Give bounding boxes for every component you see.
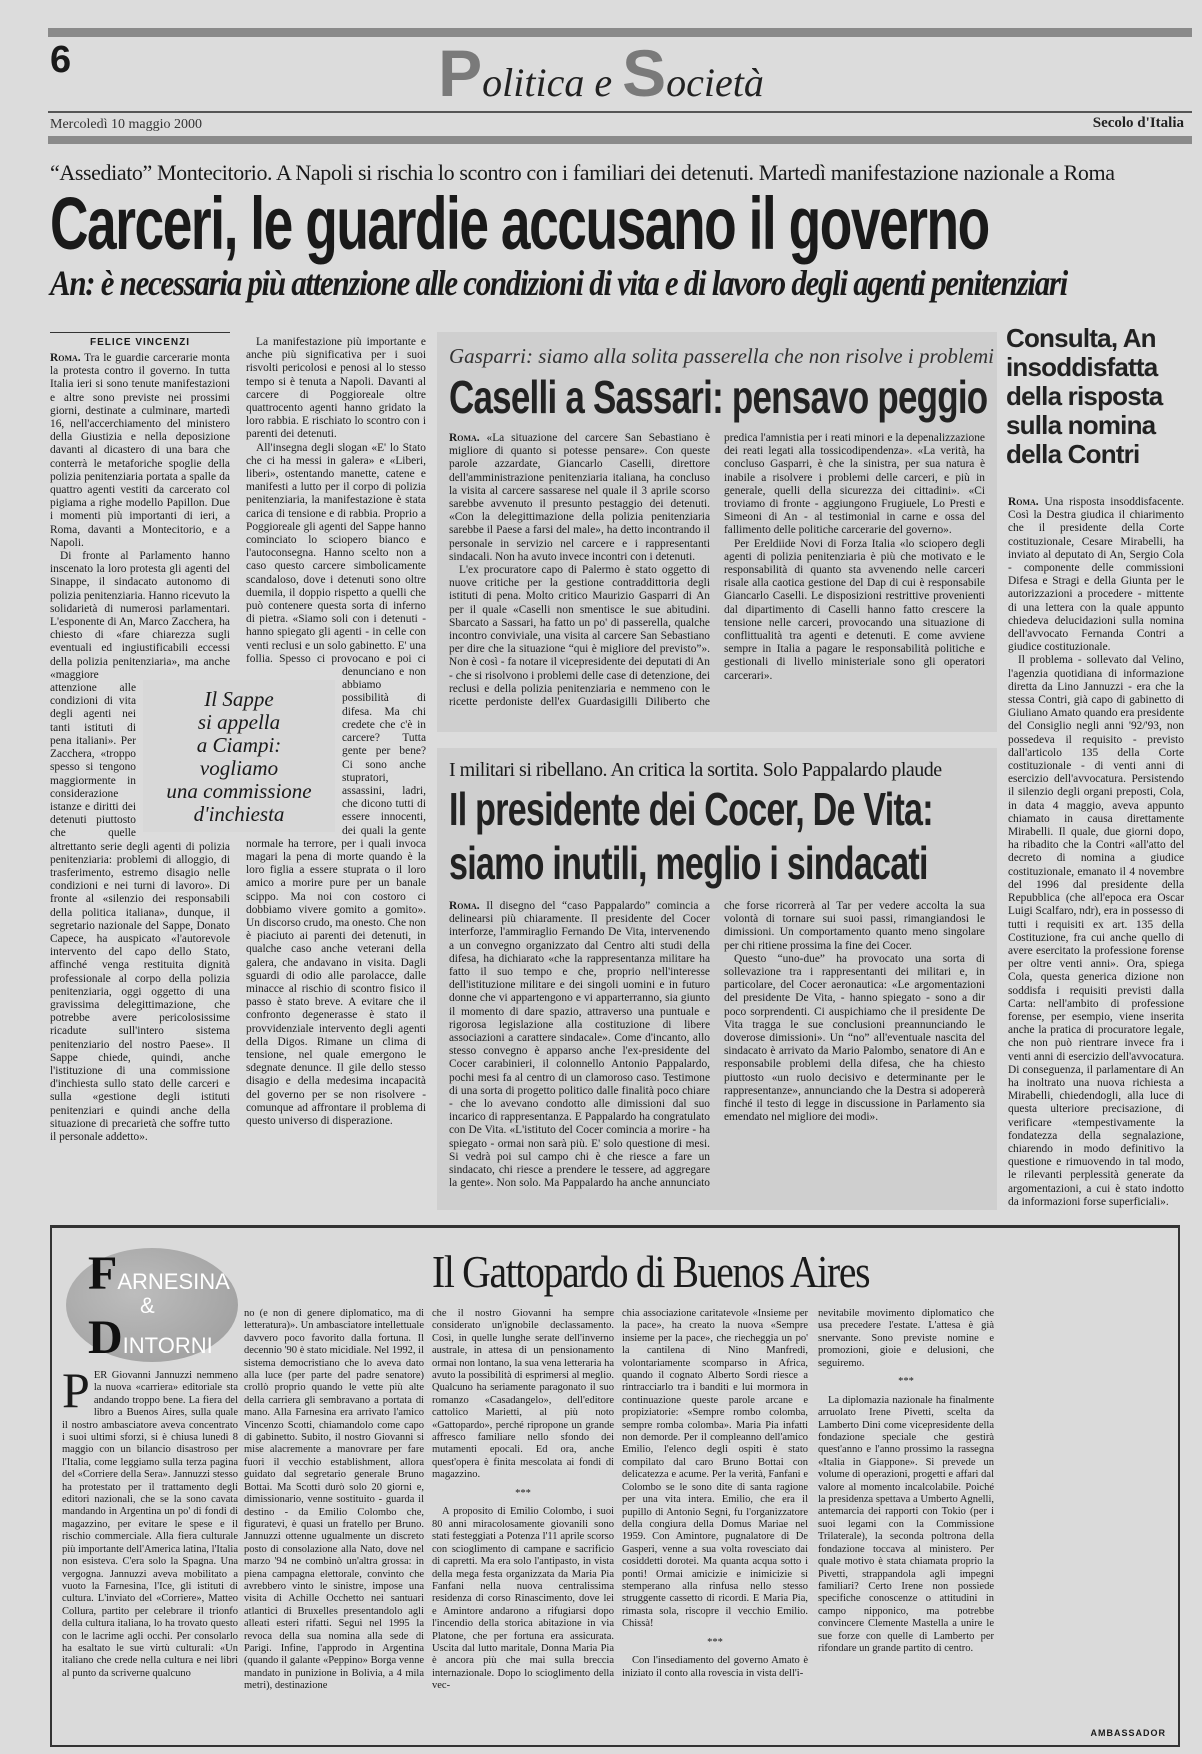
farnesina-col-2: [244, 1308, 424, 1730]
farnesina-dintorni-logo: [66, 1248, 238, 1362]
section-separator: ***: [515, 1487, 531, 1499]
section-title-word1: olitica e: [482, 60, 623, 105]
caselli-paragraph: L'ex procuratore capo di Palermo è stato oggetto di nuove critiche per la gestione contraddittoria degli istituti di pena. Molto critico Maurizio Gasparri di An per il quale «Caselli non smentisce le sue abitudini. Sbarcato a Sassari, ha fatto un po' di passerella, qualche incontro conviviale, una visita al carcere San Sebastiano per dire che la situazione “qui è migliore del previsto”». Non è così - fa notare il vicepresidente dei deputati di An - che si risolvono i problemi delle case di detenzione, dei reclusi e della polizia penitenziaria e nemmeno con le ricette perdoniste dell'ex Guardasigilli Diliberto che predica l'amnistia per i reati minori e la depenalizzazione dei reati legati alla tossicodipendenza». «La verità, ha concluso Gasparri, è che la sinistra, per sua natura è inabile a risolvere i problemi delle carceri, e più in generale, quelli della sicurezza dei cittadini». «Ci troviamo di fronte - aggiungono Frugiuele, Lo Presti e Simeoni di An - al testimonial in carne e ossa del fallimento delle politiche carcerarie del governo».: [449, 432, 985, 709]
cocer-paragraph: Questo “uno-due” ha provocato una sorta di sollevazione tra i rappresentanti dei militari e, in particolare, del Cocer aeronautica: «Le argomentazioni del presidente De Vita, - hanno spiegato - sono a dir poco sorprendenti. Ci auspichiamo che il presidente De Vita tragga le sue conclusioni preannunciando le doverose dimissioni». Un “no” all'eventuale nascita del sindacato è arrivato da Mario Palombo, senatore di An e responsabile problemi della difesa, che ha chiesto piuttosto «un ruolo decisivo e determinante per le rappresentanze», annunciando che la Destra si adopererà finché il testo di legge in discussione in Parlamento sia emendato nel migliore dei modi».: [724, 952, 985, 1124]
section-separator: ***: [898, 1376, 914, 1388]
paragraph-text: Il disegno del “caso Pappalardo” comincia a delinearsi più chiaramente. Il presidente del Cocer interforze, l'ammiraglio Fernando De Vita, intervenendo a un convegno organizzato dal Centro alti studi della difesa, ha dichiarato «che la rappresentanza militare ha fatto il suo tempo e che, proprio nell'interesse dell'istituzione militare e dei singoli uomini e in futuro donne che vi appartengono e vi apparterranno, sia giunto il momento di dare spazio, attraverso una puntuale e rigorosa legislazione alla costituzione di libere associazioni a carattere sindacale». Come d'incanto, allo stesso convegno è apparso anche l'ex-presidente del Cocer carabinieri, il colonnello Antonio Pappalardo, pochi mesi fa al centro di un clamoroso caso. Testimone di una sorta di progetto politico dalle finalità poco chiare - che lo avevano condotto alle dimissioni dal suo incarico di rappresentanza. E Pappalardo ha congratulato con De Vita. «L'istituto del Cocer comincia a morire - ha spiegato - ormai non sarà più. E' solo questione di mesi. Si vedrà poi sul campo chi è che riesce a fare un sindacato, chi riesce a prendere le tessere, ad aggregare la gente». Non solo. Ma Pappalardo ha anche annunciato che forse ricorrerà al Tar per vedere accolta la sua volontà di tornare sui suoi passi, rimangiandosi le dimissioni. Un comportamento quanto meno singolare per chi ritiene prossima la fine dei Cocer.: [449, 900, 985, 1190]
caselli-article: [437, 332, 997, 732]
paragraph-text: no (e non di genere diplomatico, ma di letteratura)». Un ambasciatore intellettuale davvero poco favorito dalla fortuna. Il decennio '90 è stato micidiale. Nel 1992, il sistema democristiano che lo aveva dato alla luce (per parte del padre senatore) crollò proprio quando le vette più alte della carriera gli sembravano a portata di mano. Alla Farnesina era arrivato l'amico Vincenzo Scotti, chiamandolo come capo di gabinetto. Subito, il nostro Giovanni si mise alacremente a manovrare per fare fuori il vecchio establishment, allora guidato dal segretario generale Bruno Bottai. Ma Scotti durò solo 20 giorni e, dimissionario, venne sostituito - guarda il destino - da Emilio Colombo che, figuratevi, è quasi un fratello per Bruno. Jannuzzi ottenne ugualmente un discreto posto di consolazione alla Nato, dove nel marzo '94 ne combinò un'altra grossa: in piena campagna elettorale, convinto che avrebbero vinto le sinistre, impose una visita di Achille Occhetto nei santuari atlantici di Bruxelles presentandolo agli alleati esteri rifatti. Seguì nel 1995 la revoca della sua nomina alla sede di Parigi. Infine, l'approdo in Argentina (quando il galante «Peppino» Borga venne mandato in punizione in Bolivia, a 4 mila metri), destinazione: [244, 1308, 424, 1692]
logo-ampersand: &: [140, 1293, 155, 1318]
page-number: 6: [50, 39, 72, 81]
farnesina-column-box: [50, 1225, 1180, 1747]
paragraph-text: nevitabile movimento diplomatico che usa precedere l'estate. L'attesa è già snervante. Sono previste nomine e promozioni, gioie e delusioni, che seguiremo.: [818, 1308, 994, 1369]
paragraph-text: Una risposta insoddisfacente. Così la Destra giudica il chiarimento che il presidente della Corte costituzionale, Cesare Mirabelli, ha inviato al deputato di An, Sergio Cola - componente delle commissioni Difesa e Stragi e della Giunta per le autorizzazioni a procedere - mittente di una lettera con la quale appunto chiedeva delucidazioni sulla nomina dell'avvocato Fernanda Contri a giudice costituzionale.: [1008, 496, 1184, 654]
caselli-paragraph: [449, 432, 710, 564]
paragraph-text: A proposito di Emilio Colombo, i suoi 80 anni miracolosamente giovanili sono stati festeggiati a Potenza l'11 aprile scorso con scioglimento di campane e sacrificio di capretti. Ma era solo l'antipasto, in vista della mega festa organizzata da Maria Pia Fanfani nella nuova centralissima residenza di corso Rinascimento, dove lei e Amintore andarono a rifugiarsi dopo l'incendio della storica abitazione in via Platone, che per fortuna era assicurata. Uscita dal lutto maritale, Donna Maria Pia è ancora più che mai sulla breccia internazionale. Dopo lo scioglimento della vec-: [432, 1506, 614, 1692]
cocer-article: [437, 748, 997, 1210]
pull-quote: [143, 680, 335, 832]
byline: FELICE VINCENZI: [50, 332, 230, 349]
dateline: Roma.: [449, 900, 480, 912]
consulta-body: [1008, 496, 1184, 1209]
paragraph-text: Tra le guardie carcerarie monta la protesta contro il governo. In tutta Italia ieri si sono tenute manifestazioni e altre sono previste nei prossimi giorni, destinate a culminare, martedì 16, nell'accerchiamento del ministero della Giustizia e nella deposizione davanti al dicastero di una bara che conterrà le metaforiche spoglie della polizia penitenziaria portata a spalle da quattro agenti vestiti da carcerato col pigiama a righe modello Papillon. Due i momenti più importanti di ieri, a Roma, davanti a Montecitorio, e a Napoli.: [50, 352, 230, 549]
pull-quote-line: a Ciampi:: [196, 733, 282, 757]
caselli-kicker: Gasparri: siamo alla solita passerella che non risolve i problemi: [449, 344, 995, 368]
lead-subheadline: An: è necessaria più attenzione alle condizioni di vita e di lavoro degli agenti penitenziari: [50, 263, 1067, 303]
lead-paragraph: [50, 352, 230, 550]
top-rule: [48, 28, 1192, 37]
cocer-body: [449, 900, 985, 1204]
consulta-headline: Consulta, An insoddisfatta della risposta sulla nomina della Contri: [1006, 323, 1163, 469]
logo-line-1: [88, 1247, 230, 1300]
author-signature: AMBASSADOR: [1090, 1728, 1166, 1738]
lead-kicker: “Assediato” Montecitorio. A Napoli si rischia lo scontro con i familiari dei detenuti. Martedì manifestazione nazionale a Roma: [50, 160, 1115, 185]
farnesina-col-4: [622, 1308, 808, 1730]
date-rule: [48, 136, 1192, 144]
paragraph-text: Con l'insediamento del governo Amato è iniziato il conto alla rovescia in vista dell'i-: [622, 1655, 808, 1679]
caselli-headline: Caselli a Sassari: pensavo peggio: [449, 371, 988, 423]
cocer-kicker: I militari si ribellano. An critica la sortita. Solo Pappalardo plaude: [449, 759, 942, 781]
pull-quote-line: vogliamo: [199, 756, 279, 780]
pull-quote-line: si appella: [197, 710, 281, 734]
pull-quote-line: d'inchiesta: [193, 802, 285, 826]
caselli-body: [449, 432, 985, 722]
farnesina-col-5: [818, 1308, 994, 1730]
section-title: [300, 36, 902, 110]
masthead-rule: [48, 111, 1192, 113]
paragraph-text: ER Giovanni Jannuzzi nemmeno la nuova «carriera» editoriale sta andando troppo bene. La fiera del libro a Buenos Aires, sulla quale il nostro ambasciatore aveva concentrato i suoi ultimi sforzi, si è chiusa lunedì 8 maggio con un bilancio disastroso per l'Italia, come leggiamo sulla terza pagina del «Corriere della Sera». Jannuzzi stesso ha protestato per il trattamento degli editori nazionali, che se la sono cavata mandando in Argentina un po' di fondi di magazzino, per evitare le spese e il rischio commerciale. Alla fiera culturale più importante dell'America latina, l'Italia non esisteva. C'era solo la Spagna. Una vergogna. Jannuzzi aveva mobilitato a vuoto la Farnesina, l'Ice, gli istituti di cultura. L'inviato del «Corriere», Matteo Collura, partito per celebrare il trionfo della cultura italiana, lo ha trovato questo con le lacrime agli occhi. Per consolarlo ha esaltato le sue virtù culturali: «Un italiano che crede nella cultura e nei libri al punto da scriverne qualcuno: [62, 1370, 238, 1679]
dateline: Roma.: [50, 352, 81, 364]
issue-date: Mercoledì 10 maggio 2000: [50, 117, 203, 132]
section-title-cap-s: S: [622, 36, 667, 110]
paragraph-text: chia associazione caritatevole «Insieme per la pace», ha creato la nuova «Sempre insieme per la pace», che riecheggia un po' la cantilena di Nino Manfredi, volontariamente scomparso in Africa, quando il cognato Alberto Sordi riesce a rintracciarlo tra i banditi e lui mormora in continuazione queste parole arcane e propiziatorie: «Sempre rombo colomba, sempre romba colomba». Maria Pia infatti non demorde. Per il compleanno dell'amico Emilio, l'elenco degli ospiti è stato compilato dal caro Bruno Bottai con delicatezza e acume. Per la verità, Fanfani e Colombo se le sono dite di santa ragione per una vita intera. Emilio, che era il pupillo di Antonio Segni, fu l'organizzatore della congiura della Domus Mariae nel 1959. Con Amintore, pugnalatore di De Gasperi, venne a sua volta rovesciato dai cosiddetti dorotei. Ma quanta acqua sotto i ponti! Ormai amicizie e inimicizie si stemperano alla rinfusa nello stesso struggente cassetto di ricordi. E Maria Pia, rimasta sola, riscopre il vecchio Emilio. Chissà!: [622, 1308, 808, 1630]
dateline: Roma.: [1008, 496, 1039, 508]
logo-line-2: [88, 1311, 213, 1364]
paragraph-text: «La situazione del carcere San Sebastiano è migliore di quanto si potesse pensare». Con queste parole azzardate, Giancarlo Caselli, direttore dell'amministrazione penitenziaria italiana, ha concluso la visita al carcere sassarese nel quale il 3 aprile scorso sarebbe avvenuto il presunto pestaggio dei detenuti. «Con la delegittimazione della polizia penitenziaria sarebbe il Paese a farsi del male», ha detto incontrando il personale in servizio nel carcere e i rappresentanti sindacali. Non ha avuto invece incontri con i detenuti.: [449, 432, 710, 563]
cocer-headline-line-2: siamo inutili, meglio i sindacati: [449, 837, 928, 889]
logo-cap-f: F: [88, 1247, 118, 1300]
dateline: Roma.: [449, 432, 480, 444]
logo-cap-d: D: [88, 1311, 123, 1364]
farnesina-headline: Il Gattopardo di Buenos Aires: [432, 1246, 870, 1297]
section-title-word2: ocietà: [666, 60, 764, 105]
farnesina-col-1: [62, 1370, 238, 1730]
caselli-paragraph: Per Ereldiide Novi di Forza Italia «lo sciopero degli agenti di polizia penitenziaria è più che motivato e le responsabilità di quanto sta avvenendo nelle carceri risale alla caotica gestione del Dap di cui è responsabile Giancarlo Caselli. Le disposizioni restrittive provenienti dal dipartimento di Caselli hanno fatto crescere la tensione nelle carceri, provocando una situazione di conflittualità tra agenti e detenuti. E come avviene sempre in Italia a pagare le responsabilità politiche e gestionali di livello ministeriale sono gli operatori carcerari».: [724, 537, 985, 682]
consulta-paragraph: Il problema - sollevato dal Velino, l'agenzia quotidiana di informazione diretta da Lino Jannuzzi - era che la stessa Contri, già capo di gabinetto di Giuliano Amato quando era presidente del Consiglio negli anni '92/'93, non possedeva il requisito - previsto dall'articolo 135 della Corte costituzionale - di venti anni di esercizio dell'avvocatura. Persistendo il silenzio degli organi preposti, Cola, in data 4 maggio, aveva appunto chiamato in causa direttamente Mirabelli. Il quale, due giorni dopo, ha ribadito che la Contri «all'atto del decreto di nomina a giudice costituzionale, emanato il 4 novembre del 1996 dal presidente della Repubblica (che all'epoca era Oscar Luigi Scalfaro, ndr), era in possesso di tutti i requisiti ex art. 135 della Costituzione, fra cui anche quello di avere esercitato la professione forense per oltre venti anni». Ora, spiega Cola, questa generica dizione non soddisfa i requisiti previsti dalla Carta: nell'ambito di professione forense, per esempio, viene inserita anche la pratica di procuratore legale, che non può rientrare invece fra i venti anni di esercizio dell'avvocatura. Di conseguenza, il parlamentare di An ha inoltrato una nuova richiesta a Mirabelli, chiedendogli, alla luce di questa ulteriore precisazione, di verificare «tempestivamente la fondatezza della segnalazione, chiarendo in modo definitivo la questione e rimuovendo in tal modo, le rilevanti perplessità generate da argomentazioni, a cui è stato indotto da informazioni forse superficiali».: [1008, 654, 1184, 1208]
section-separator: ***: [707, 1636, 723, 1648]
logo-word-2: INTORNI: [122, 1333, 213, 1358]
newspaper-name: Secolo d'Italia: [1092, 115, 1184, 131]
consulta-paragraph: [1008, 496, 1184, 654]
lead-headline: Carceri, le guardie accusano il governo: [50, 182, 989, 265]
lead-paragraph: All'insegna degli slogan «E' lo Stato che ci ha messi in galera» e «Liberi, liberi», ostentando manette, catene e manifesti a lutto per il corpo di polizia penitenziaria, la manifestazione è stata carica di tensione e di rabbia. Proprio a Poggioreale gli agenti del Sappe hanno cominciato lo sciopero bianco e l'autoconsegna. Hanno scelto non a caso questo carcere simbolicamente scandaloso, dove i detenuti sono oltre duemila, il doppio rispetto a quelli che può contenere questa sorta di inferno di pietra. «Siamo soli con i detenuti - hanno spiegato gli agenti - in celle con venti reclusi e un solo gabinetto. E' una follia. Spesso ci provocano e poi ci denunciano e non abbiamo possibilità di difesa. Ma chi credete che c'è in carcere? Tutta gente per bene? Ci sono anche stupratori, assassini, ladri, che dicono tutti di essere innocenti, dei quali la gente normale ha terrore, per i quali invoca magari la pena di morte quando è la loro figlia a essere stuprata o il loro amico a morire pure per un banale scippo. Ma noi con costoro ci dobbiamo vivere gomito a gomito». Un discorso crudo, ma onesto. Che non è piaciuto ai parenti dei detenuti, in qualche caso anche veterani della galera, che andavano in visita. Dagli sguardi di odio alle parolacce, dalle minacce al rischio di scontro fisico il passo è stato breve. A evitare che il confronto degenerasse è stato il provvidenziale intervento degli agenti della Digos. Rimane un clima di tensione, nel quale emergono le sdegnate denunce. Il gile dello stesso disagio e della medesima incapacità del governo per se non risolvere - comunque ad affrontare il problema di questo universo di disperazione.: [246, 441, 426, 1127]
drop-cap: P: [62, 1370, 90, 1418]
cocer-headline-line-1: Il presidente dei Cocer, De Vita:: [449, 783, 933, 835]
lead-paragraph: La manifestazione più importante e anche più significativa per i suoi risvolti pericolosi e penosi al lo stesso tempo si è tenuta a Napoli. Davanti al carcere di Poggioreale oltre quattrocento agenti hanno gridato la loro rabbia. E rischiato lo scontro con i parenti dei detenuti.: [246, 336, 426, 441]
lead-paragraph: Di fronte al Parlamento hanno inscenato la loro protesta gli agenti del Sinappe, il sindacato autonomo di polizia penitenziaria. Hanno ricevuto la solidarietà di numerosi parlamentari. L'esponente di An, Marco Zacchera, ha chiesto di «fare chiarezza sugli eventuali ed ingiustificabili eccessi della polizia penitenziaria», ma anche «maggiore attenzione alle condizioni di vita degli agenti nei tanti istituti di pena italiani». Per Zacchera, «troppo spesso si tengono maggiormente in considerazione istanze e diritti dei detenuti piuttosto che quelle altrettanto serie degli agenti di polizia penitenziaria: problemi di alloggio, di trasferimento, estremo disagio nelle condizioni e nei turni di lavoro». Di fronte al «silenzio dei responsabili della politica italiana», dunque, il segretario nazionale del Sappe, Donato Capece, ha auspicato «l'autorevole intervento del capo dello Stato, affinché venga restituita dignità professionale al corpo della polizia penitenziaria, oggi oggetto di una gravissima delegittimazione, che potrebbe avere pericolosissime ricadute sull'intero sistema penitenziario del nostro Paese». Il Sappe chiede, quindi, anche l'istituzione di una commissione d'inchiesta sullo stato delle carceri e sulla «gestione degli istituti penitenziari e quindi anche della situazione di precarietà che soffre tutto il personale addetto».: [50, 550, 230, 1143]
farnesina-col-3: [432, 1308, 614, 1730]
pull-quote-line: una commissione: [166, 779, 312, 803]
paragraph-text: La diplomazia nazionale ha finalmente arruolato Irene Pivetti, scelta da Lamberto Dini come vicepresidente della fondazione speciale che gestirà quest'anno e l'anno prossimo la rassegna «Italia in Giappone». Si prevede un volume di operazioni, progetti e affari dal valore al momento incalcolabile. Poiché la presidenza spettava a Umberto Agnelli, antemarcia dei rapporti con Tokio (per i suoi legami con la Commissione Trilaterale), la seconda poltrona della fondazione toccava al ministero. Per quale motivo è stata chiamata proprio la Pivetti, strappandola agli impegni familiari? Certo Irene non possiede specifiche conoscenze o attitudini in campo nipponico, ma potrebbe convincere Clemente Mastella a unire le sue forze con quelle di Lamberto per rifondare un grande partito di centro.: [818, 1394, 994, 1654]
pull-quote-line: Il Sappe: [204, 687, 274, 711]
paragraph-text: che il nostro Giovanni ha sempre considerato un'ignobile declassamento. Così, in quelle lunghe serate dell'inverno australe, in attesa di un pensionamento ormai non lontano, la sua vena letteraria ha avuto la possibilità di esprimersi al meglio. Qualcuno ha seriamente paragonato il suo romanzo «Casadangelo», dell'editore cattolico Marietti, al più noto «Gattopardo», perché ripropone un grande affresco familiare nello sfondo dei mutamenti epocali. Ed ora, anche quest'opera è finita mescolata ai fondi di magazzino.: [432, 1308, 614, 1481]
logo-word-1: ARNESINA: [117, 1269, 230, 1294]
section-title-cap-p: P: [438, 36, 483, 110]
